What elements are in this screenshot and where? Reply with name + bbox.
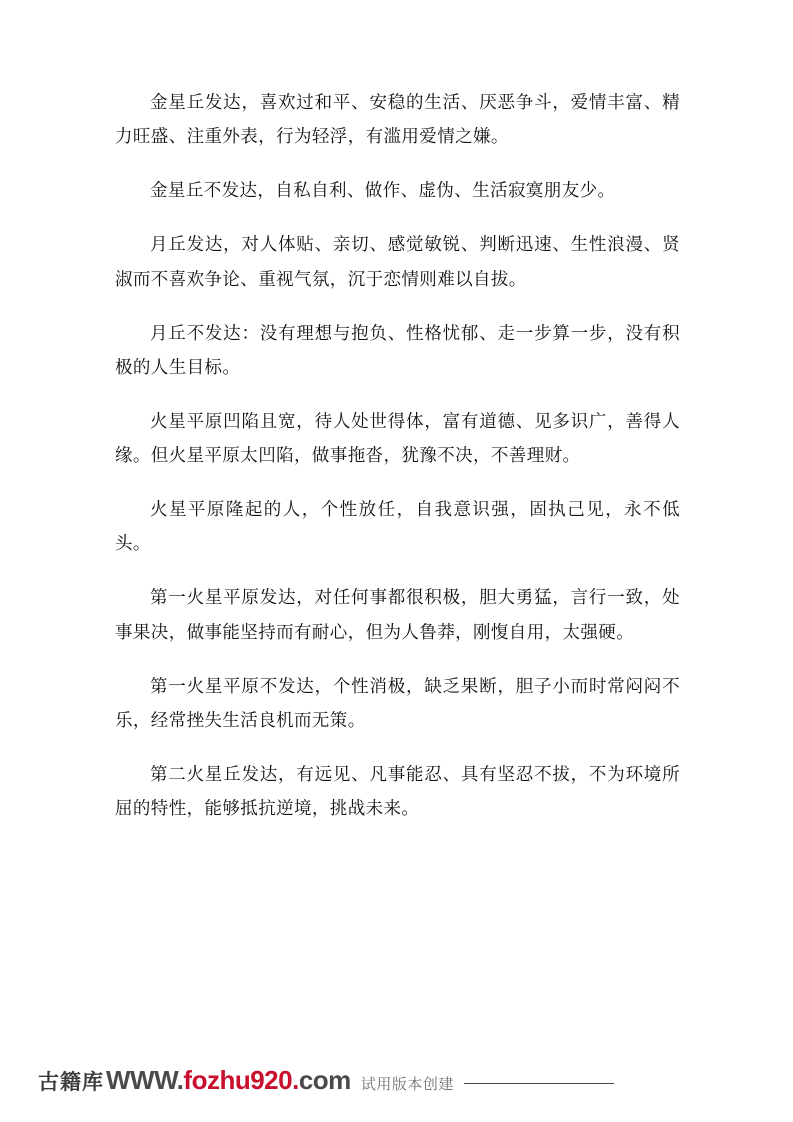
brand-url-dot: . [292, 1065, 299, 1095]
trial-version-text: 试用版本创建 [360, 1077, 454, 1093]
footer-watermark [38, 1065, 614, 1096]
paragraph: 第一火星平原不发达，个性消极，缺乏果断，胆子小而时常闷闷不乐，经常挫失生活良机而无策。 [115, 675, 680, 730]
brand-url-www: WWW. [106, 1065, 184, 1095]
paragraph: 第二火星丘发达，有远见、凡事能忍、具有坚忍不拔，不为环境所屈的特性，能够抵抗逆境，挑战未来。 [115, 763, 680, 818]
brand-url-main: fozhu920 [183, 1065, 293, 1095]
paragraph: 月丘不发达：没有理想与抱负、性格忧郁、走一步算一步，没有积极的人生目标。 [115, 322, 680, 377]
paragraph: 金星丘不发达，自私自利、做作、虚伪、生活寂寞朋友少。 [150, 180, 616, 201]
brand-name-cn: 古籍库 [38, 1070, 104, 1094]
page-footer [0, 1050, 793, 1104]
paragraph: 火星平原凹陷且宽，待人处世得体，富有道德、见多识广，善得人缘。但火星平原太凹陷，做事拖沓，犹豫不决，不善理财。 [115, 410, 680, 465]
paragraph: 月丘发达，对人体贴、亲切、感觉敏锐、判断迅速、生性浪漫、贤淑而不喜欢争论、重视气氛，沉于恋情则难以自拔。 [115, 234, 680, 289]
paragraph: 第一火星平原发达，对任何事都很积极，胆大勇猛，言行一致，处事果决，做事能坚持而有耐心，但为人鲁莽，刚愎自用，太强硬。 [115, 587, 680, 642]
document-body [115, 85, 680, 825]
brand-url [106, 1065, 351, 1096]
paragraph: 火星平原隆起的人，个性放任，自我意识强，固执己见，永不低头。 [115, 499, 680, 554]
footer-divider-line [464, 1083, 614, 1084]
brand-url-com: com [298, 1065, 351, 1095]
paragraph: 金星丘发达，喜欢过和平、安稳的生活、厌恶争斗，爱情丰富、精力旺盛、注重外表，行为轻浮，有滥用爱情之嫌。 [115, 92, 680, 147]
